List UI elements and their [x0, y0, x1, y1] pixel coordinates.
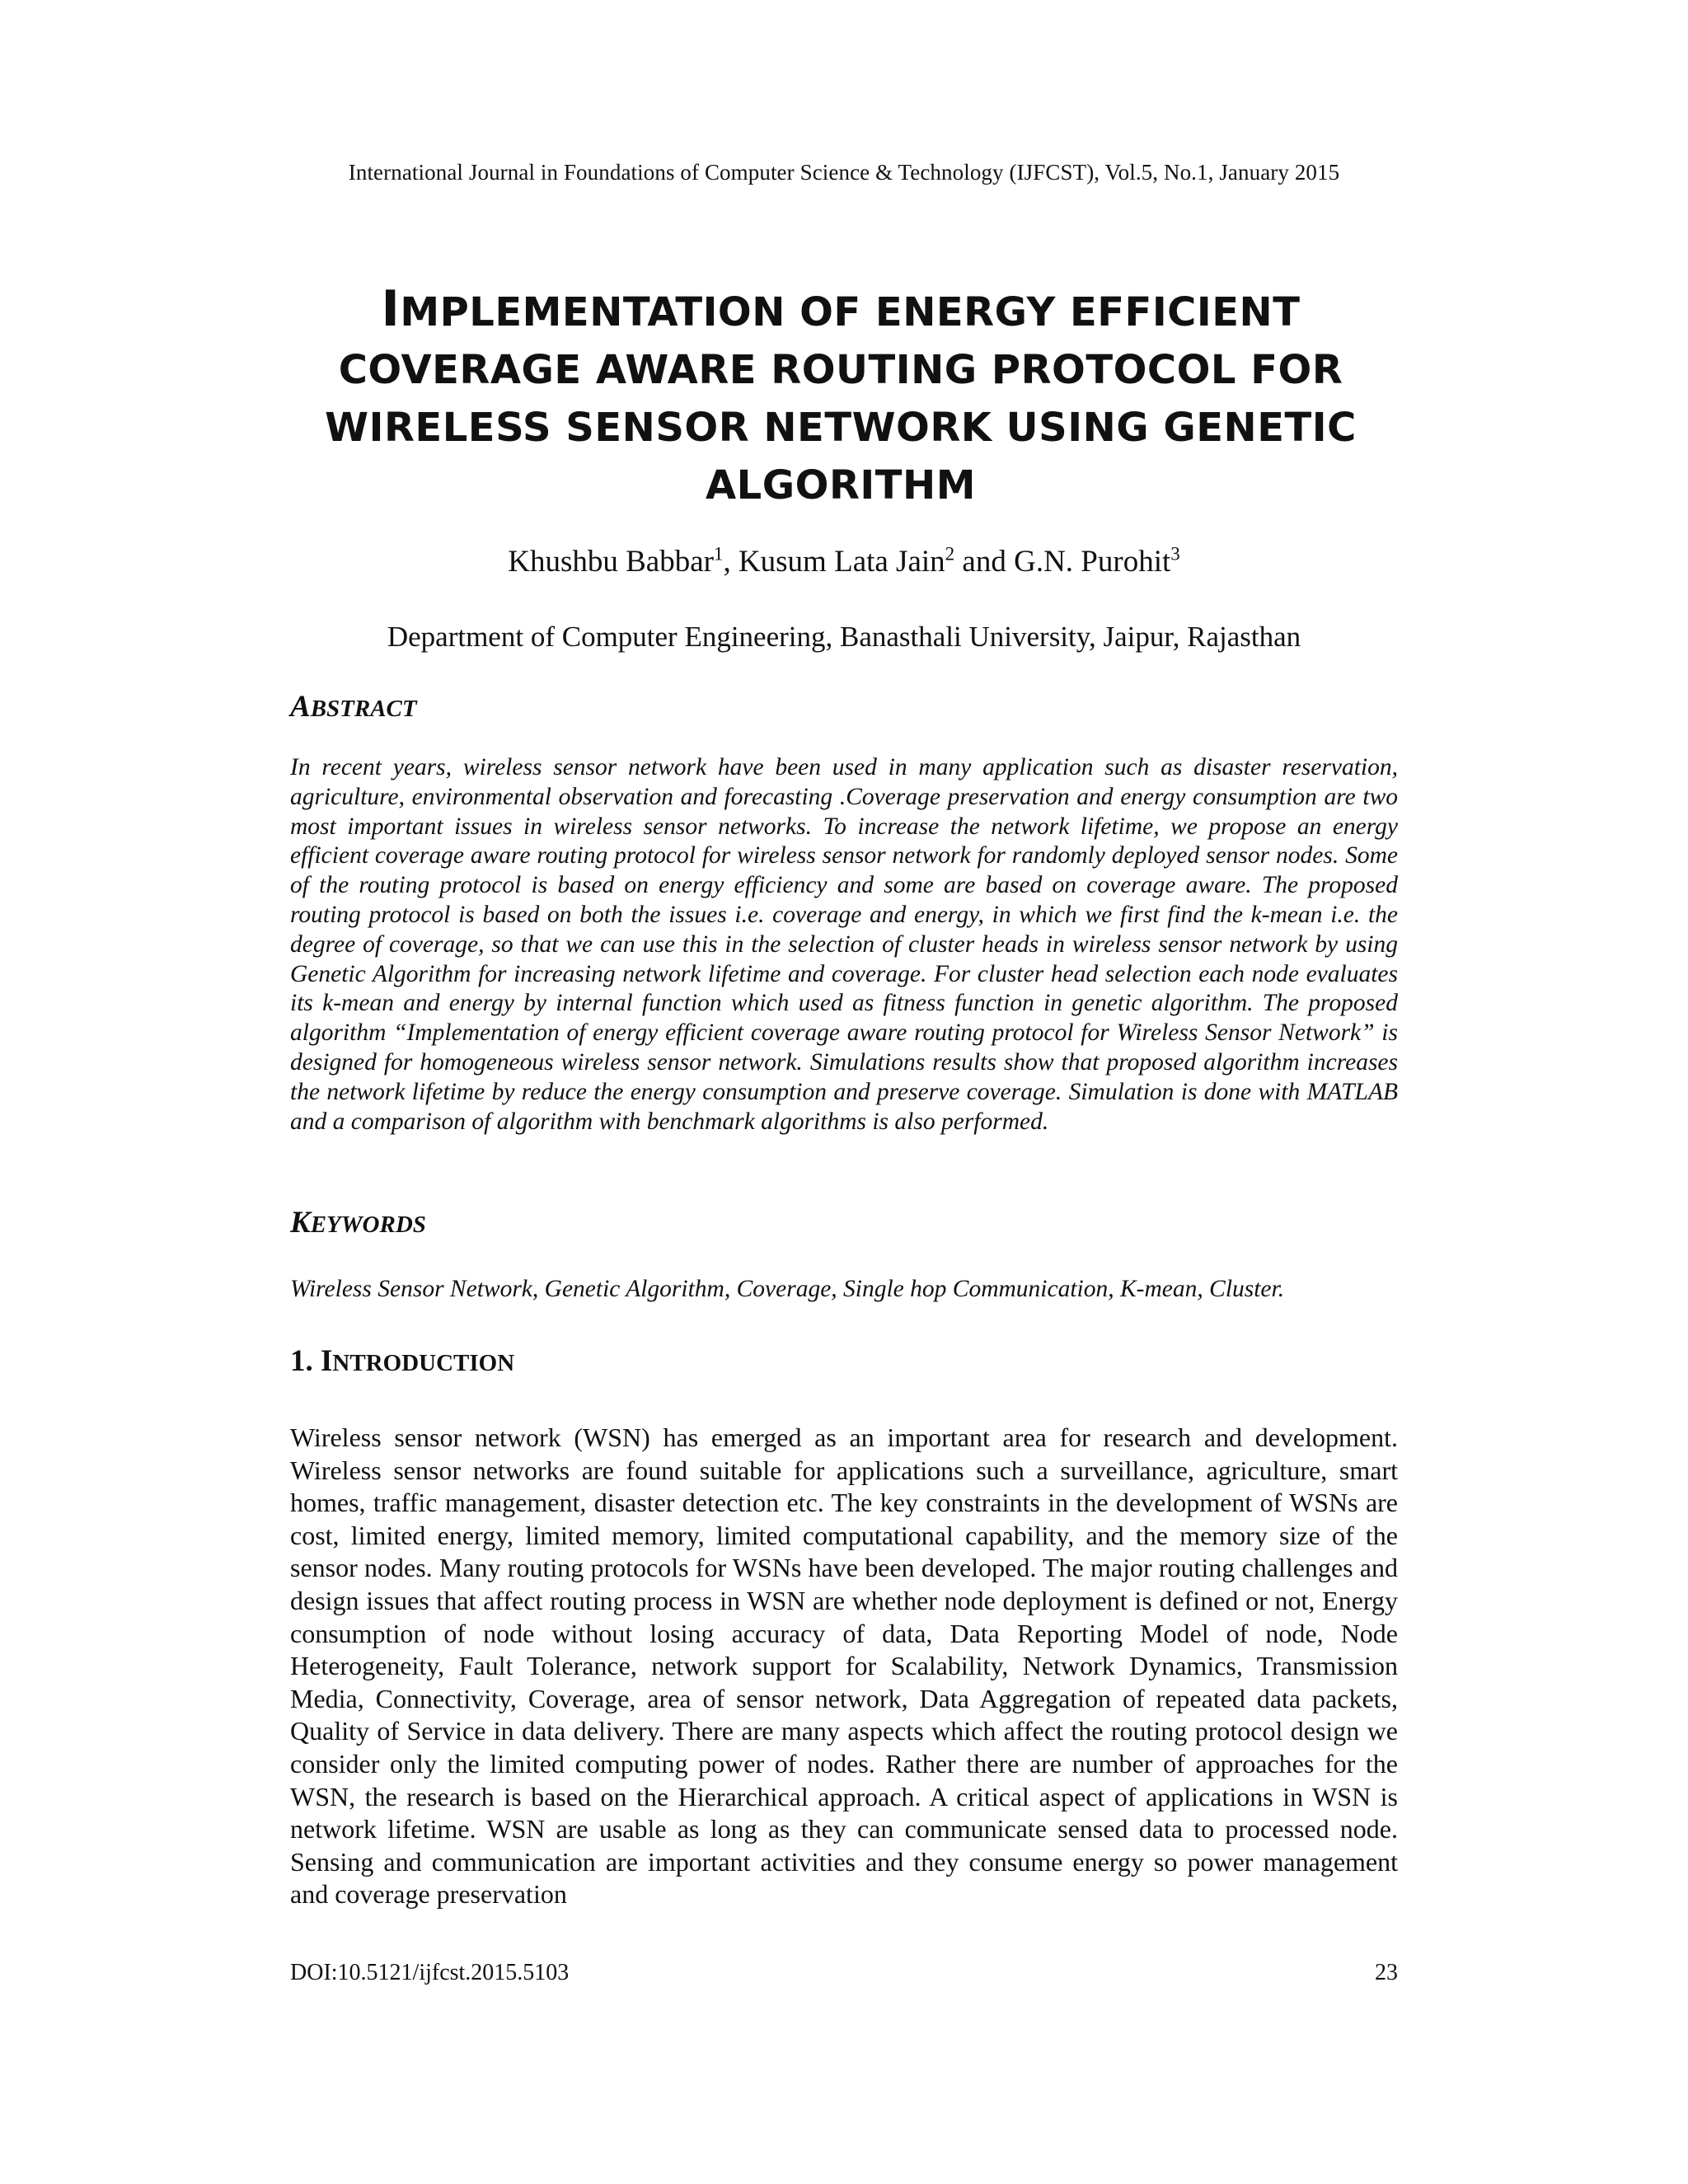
title-line-2: COVERAGE AWARE ROUTING PROTOCOL FOR	[338, 347, 1343, 393]
author-2-name: Kusum Lata Jain	[738, 545, 945, 579]
keywords-heading-initial: K	[290, 1206, 311, 1240]
abstract-heading-initial: A	[290, 690, 311, 724]
author-separator-1: ,	[723, 545, 738, 579]
title-line-1	[272, 280, 1409, 341]
page-number: 23	[1375, 1960, 1398, 1985]
title-initial: I	[381, 280, 401, 338]
abstract-text: In recent years, wireless sensor network have been used in many application such as disaster reservation, agriculture, environmental observation and forecasting .Coverage preservation and energy consumption are two most important issues in wireless sensor networks. To increase the network lifetime, we propose an energy efficient coverage aware routing protocol for wireless sensor network for randomly deployed sensor nodes. Some of the routing protocol is based on energy efficiency and some are based on coverage aware. The proposed routing protocol is based on both the issues i.e. coverage and energy, in which we first find the k-mean i.e. the degree of coverage, so that we can use this in the selection of cluster heads in wireless sensor network by using Genetic Algorithm for increasing network lifetime and coverage. For cluster head selection each node evaluates its k-mean and energy by internal function which used as fitness function in genetic algorithm. The proposed algorithm “Implementation of energy efficient coverage aware routing protocol for Wireless Sensor Network” is designed for homogeneous wireless sensor network. Simulations results show that proposed algorithm increases the network lifetime by reduce the energy consumption and preserve coverage. Simulation is done with MATLAB and a comparison of algorithm with benchmark algorithms is also performed.	[290, 754, 1398, 1135]
affiliation: Department of Computer Engineering, Banasthali University, Jaipur, Rajasthan	[387, 621, 1301, 653]
author-2-affiliation-mark: 2	[945, 543, 955, 565]
author-1-affiliation-mark: 1	[713, 543, 724, 565]
title-line-4: ALGORITHM	[706, 462, 976, 509]
abstract-heading	[290, 689, 417, 724]
abstract-heading-rest: BSTRACT	[310, 696, 417, 722]
author-3-affiliation-mark: 3	[1170, 543, 1180, 565]
author-separator-2: and	[954, 545, 1015, 579]
keywords-heading-rest: EYWORDS	[310, 1212, 426, 1238]
introduction-heading-number: 1. I	[290, 1344, 333, 1378]
keywords-text: Wireless Sensor Network, Genetic Algorithm, Coverage, Single hop Communication, K-mean, Cluster.	[290, 1276, 1285, 1302]
author-1-name: Khushbu Babbar	[508, 545, 714, 579]
footer-doi: DOI:10.5121/ijfcst.2015.5103	[290, 1960, 570, 1985]
keywords-heading	[290, 1205, 426, 1240]
paper-title	[272, 280, 1409, 514]
title-line-1-rest: MPLEMENTATION OF ENERGY EFFICIENT	[400, 289, 1301, 335]
introduction-heading	[290, 1343, 514, 1379]
introduction-heading-rest: NTRODUCTION	[332, 1350, 515, 1376]
introduction-text: Wireless sensor network (WSN) has emerged as an important area for research and development. Wireless sensor networks are found suitable for applications such a surveillance, agriculture, smart homes, traffic management, disaster detection etc. The key constraints in the development of WSNs are cost, limited energy, limited memory, limited computational capability, and the memory size of the sensor nodes. Many routing protocols for WSNs have been developed. The major routing challenges and design issues that affect routing process in WSN are whether node deployment is defined or not, Energy consumption of node without losing accuracy of data, Data Reporting Model of node, Node Heterogeneity, Fault Tolerance, network support for Scalability, Network Dynamics, Transmission Media, Connectivity, Coverage, area of sensor network, Data Aggregation of repeated data packets, Quality of Service in data delivery. There are many aspects which affect the routing protocol design we consider only the limited computing power of nodes. Rather there are number of approaches for the WSN, the research is based on the Hierarchical approach. A critical aspect of applications in WSN is network lifetime. WSN are usable as long as they can communicate sensed data to processed node. Sensing and communication are important activities and they consume energy so power management and coverage preservation	[290, 1422, 1398, 1910]
author-3-name: G.N. Purohit	[1014, 545, 1171, 579]
title-line-3: WIRELESS SENSOR NETWORK USING GENETIC	[325, 405, 1357, 451]
running-header: International Journal in Foundations of Computer Science & Technology (IJFCST), Vol.5, No.1, January 2015	[348, 160, 1340, 185]
author-list	[0, 544, 1688, 579]
